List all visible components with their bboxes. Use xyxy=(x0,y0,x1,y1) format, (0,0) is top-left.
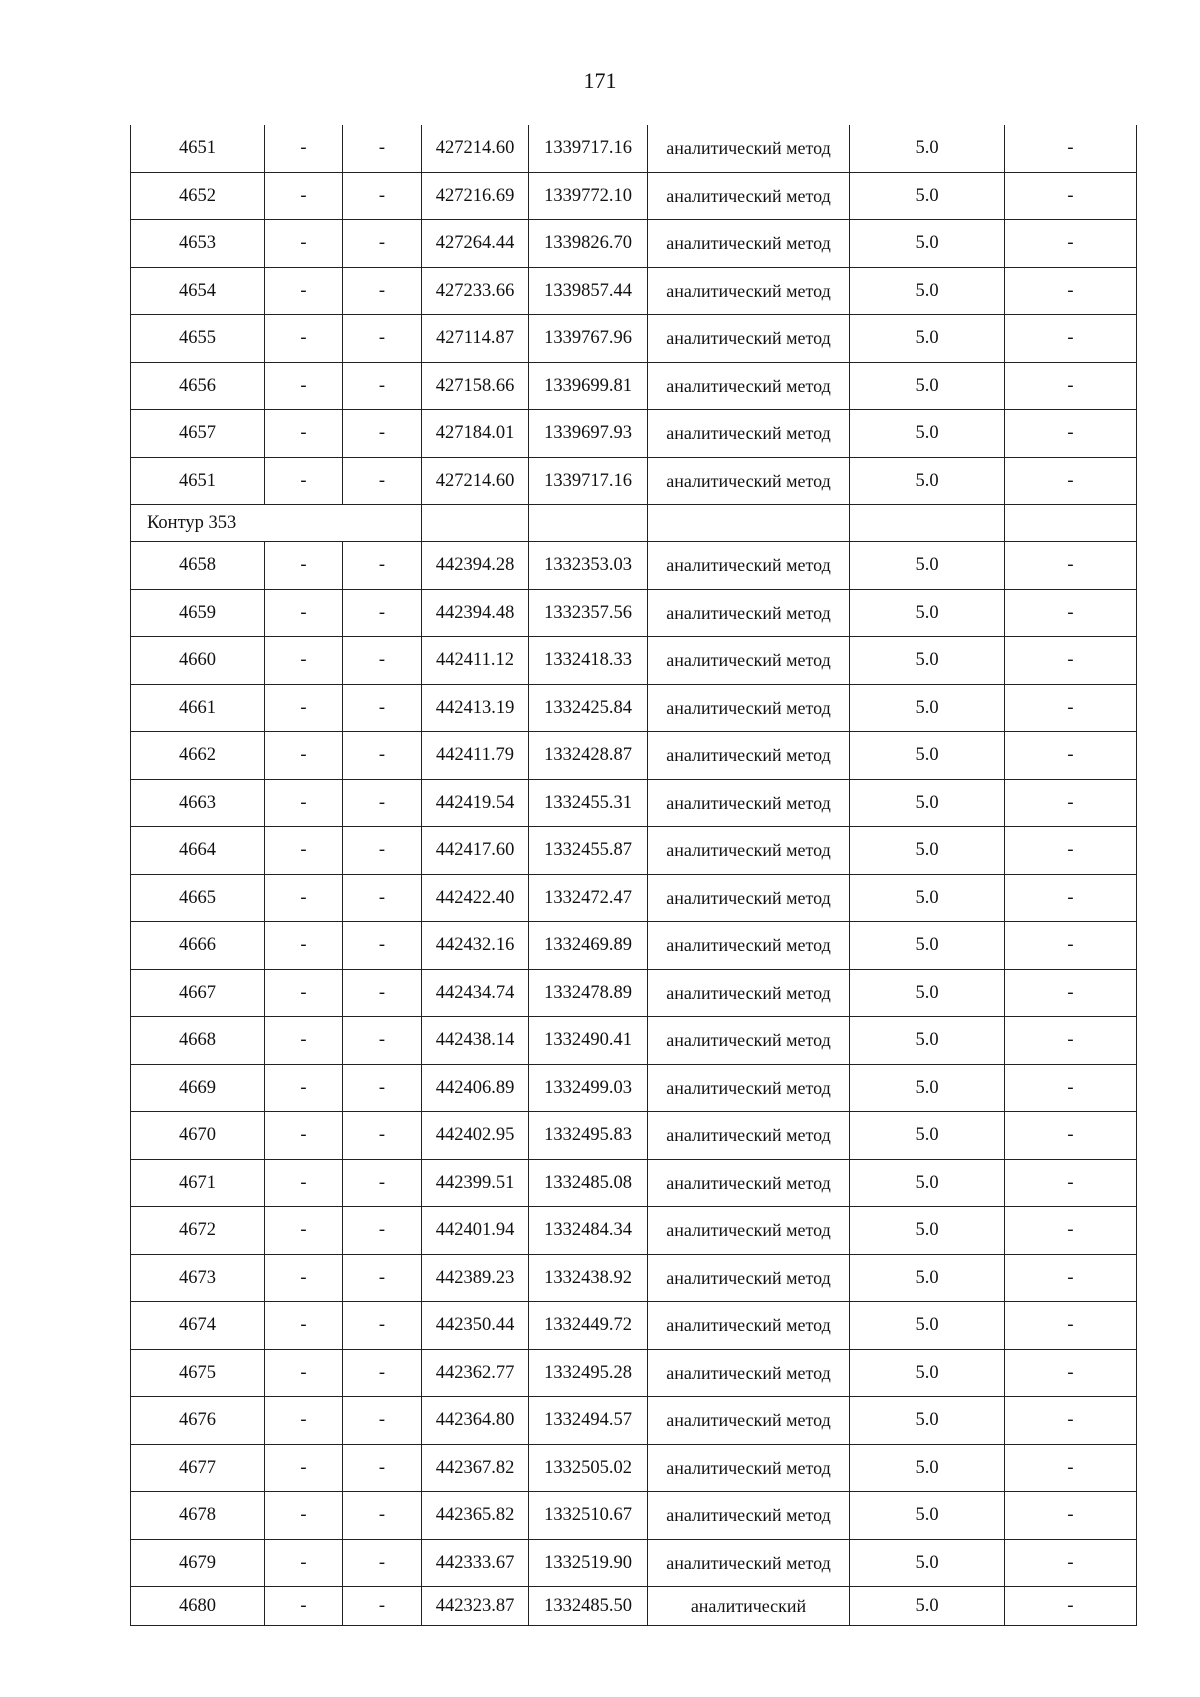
y-coordinate-cell: 1339772.10 xyxy=(529,172,648,220)
dash-cell: - xyxy=(343,410,422,458)
dash-cell: - xyxy=(265,1539,343,1587)
method-cell: аналитический метод xyxy=(648,1539,850,1587)
x-coordinate-cell: 442362.77 xyxy=(422,1349,529,1397)
x-coordinate-cell: 442417.60 xyxy=(422,827,529,875)
accuracy-cell: 5.0 xyxy=(850,589,1005,637)
table-row xyxy=(131,1587,1137,1626)
dash-cell: - xyxy=(343,1492,422,1540)
dash-cell: - xyxy=(265,1207,343,1255)
y-coordinate-cell: 1339717.16 xyxy=(529,457,648,505)
accuracy-cell: 5.0 xyxy=(850,542,1005,590)
dash-cell: - xyxy=(343,125,422,172)
accuracy-cell: 5.0 xyxy=(850,1254,1005,1302)
x-coordinate-cell: 442422.40 xyxy=(422,874,529,922)
x-coordinate-cell: 442333.67 xyxy=(422,1539,529,1587)
method-cell: аналитический метод xyxy=(648,542,850,590)
x-coordinate-cell: 427158.66 xyxy=(422,362,529,410)
point-number-cell: 4673 xyxy=(131,1254,265,1302)
dash-cell: - xyxy=(1005,637,1137,685)
x-coordinate-cell: 442402.95 xyxy=(422,1112,529,1160)
accuracy-cell: 5.0 xyxy=(850,969,1005,1017)
table-row xyxy=(131,315,1137,363)
y-coordinate-cell: 1339767.96 xyxy=(529,315,648,363)
dash-cell: - xyxy=(343,637,422,685)
method-cell: аналитический метод xyxy=(648,1397,850,1445)
method-cell: аналитический метод xyxy=(648,637,850,685)
table-row xyxy=(131,779,1137,827)
dash-cell: - xyxy=(265,542,343,590)
coordinates-table xyxy=(130,125,1137,1626)
dash-cell: - xyxy=(1005,1254,1137,1302)
dash-cell: - xyxy=(265,1159,343,1207)
point-number-cell: 4662 xyxy=(131,732,265,780)
dash-cell: - xyxy=(343,922,422,970)
dash-cell: - xyxy=(343,1112,422,1160)
dash-cell: - xyxy=(343,1444,422,1492)
method-cell: аналитический метод xyxy=(648,1349,850,1397)
x-coordinate-cell: 427114.87 xyxy=(422,315,529,363)
dash-cell: - xyxy=(1005,1587,1137,1626)
dash-cell: - xyxy=(343,1254,422,1302)
dash-cell: - xyxy=(343,457,422,505)
x-coordinate-cell: 427184.01 xyxy=(422,410,529,458)
method-cell: аналитический метод xyxy=(648,1112,850,1160)
accuracy-cell: 5.0 xyxy=(850,457,1005,505)
accuracy-cell: 5.0 xyxy=(850,1539,1005,1587)
dash-cell: - xyxy=(265,1112,343,1160)
x-coordinate-cell: 442364.80 xyxy=(422,1397,529,1445)
point-number-cell: 4667 xyxy=(131,969,265,1017)
x-coordinate-cell: 427264.44 xyxy=(422,220,529,268)
y-coordinate-cell: 1332490.41 xyxy=(529,1017,648,1065)
x-coordinate-cell: 427233.66 xyxy=(422,267,529,315)
accuracy-cell: 5.0 xyxy=(850,1017,1005,1065)
dash-cell: - xyxy=(1005,1349,1137,1397)
y-coordinate-cell: 1332455.87 xyxy=(529,827,648,875)
dash-cell: - xyxy=(265,457,343,505)
dash-cell: - xyxy=(343,267,422,315)
point-number-cell: 4651 xyxy=(131,457,265,505)
x-coordinate-cell: 442350.44 xyxy=(422,1302,529,1350)
y-coordinate-cell: 1339857.44 xyxy=(529,267,648,315)
dash-cell: - xyxy=(343,315,422,363)
x-coordinate-cell: 442438.14 xyxy=(422,1017,529,1065)
dash-cell: - xyxy=(1005,172,1137,220)
point-number-cell: 4669 xyxy=(131,1064,265,1112)
accuracy-cell: 5.0 xyxy=(850,1492,1005,1540)
table-row xyxy=(131,1444,1137,1492)
dash-cell: - xyxy=(265,267,343,315)
dash-cell: - xyxy=(265,684,343,732)
dash-cell: - xyxy=(1005,874,1137,922)
point-number-cell: 4656 xyxy=(131,362,265,410)
dash-cell: - xyxy=(265,732,343,780)
table-row xyxy=(131,220,1137,268)
dash-cell: - xyxy=(1005,1159,1137,1207)
y-coordinate-cell: 1332484.34 xyxy=(529,1207,648,1255)
dash-cell: - xyxy=(265,172,343,220)
table-row xyxy=(131,1397,1137,1445)
point-number-cell: 4657 xyxy=(131,410,265,458)
x-coordinate-cell: 427214.60 xyxy=(422,457,529,505)
table-row xyxy=(131,732,1137,780)
table-row xyxy=(131,1017,1137,1065)
method-cell: аналитический метод xyxy=(648,827,850,875)
point-number-cell: 4658 xyxy=(131,542,265,590)
point-number-cell: 4677 xyxy=(131,1444,265,1492)
y-coordinate-cell: 1332455.31 xyxy=(529,779,648,827)
x-coordinate-cell: 442432.16 xyxy=(422,922,529,970)
y-coordinate-cell: 1332438.92 xyxy=(529,1254,648,1302)
table-row xyxy=(131,1159,1137,1207)
dash-cell: - xyxy=(1005,779,1137,827)
dash-cell: - xyxy=(343,1159,422,1207)
y-coordinate-cell: 1332425.84 xyxy=(529,684,648,732)
point-number-cell: 4652 xyxy=(131,172,265,220)
accuracy-cell: 5.0 xyxy=(850,1587,1005,1626)
dash-cell: - xyxy=(265,1349,343,1397)
dash-cell: - xyxy=(1005,589,1137,637)
dash-cell: - xyxy=(265,1444,343,1492)
dash-cell: - xyxy=(265,779,343,827)
accuracy-cell: 5.0 xyxy=(850,874,1005,922)
y-coordinate-cell: 1332510.67 xyxy=(529,1492,648,1540)
table-row xyxy=(131,969,1137,1017)
y-coordinate-cell: 1332495.28 xyxy=(529,1349,648,1397)
dash-cell: - xyxy=(1005,969,1137,1017)
dash-cell: - xyxy=(1005,1397,1137,1445)
dash-cell: - xyxy=(1005,315,1137,363)
y-coordinate-cell: 1339717.16 xyxy=(529,125,648,172)
dash-cell: - xyxy=(1005,362,1137,410)
dash-cell: - xyxy=(343,779,422,827)
dash-cell: - xyxy=(1005,410,1137,458)
accuracy-cell: 5.0 xyxy=(850,315,1005,363)
accuracy-cell: 5.0 xyxy=(850,410,1005,458)
dash-cell: - xyxy=(265,1064,343,1112)
dash-cell: - xyxy=(343,732,422,780)
table-row xyxy=(131,874,1137,922)
point-number-cell: 4678 xyxy=(131,1492,265,1540)
point-number-cell: 4676 xyxy=(131,1397,265,1445)
dash-cell: - xyxy=(1005,1017,1137,1065)
method-cell: аналитический метод xyxy=(648,684,850,732)
y-coordinate-cell: 1332469.89 xyxy=(529,922,648,970)
x-coordinate-cell: 442434.74 xyxy=(422,969,529,1017)
dash-cell: - xyxy=(343,220,422,268)
dash-cell: - xyxy=(1005,1444,1137,1492)
table-body xyxy=(131,125,1137,1626)
dash-cell: - xyxy=(343,172,422,220)
method-cell: аналитический метод xyxy=(648,410,850,458)
y-coordinate-cell: 1332428.87 xyxy=(529,732,648,780)
method-cell: аналитический метод xyxy=(648,315,850,363)
point-number-cell: 4670 xyxy=(131,1112,265,1160)
table-row xyxy=(131,542,1137,590)
method-cell: аналитический метод xyxy=(648,1064,850,1112)
dash-cell: - xyxy=(1005,267,1137,315)
y-coordinate-cell: 1339697.93 xyxy=(529,410,648,458)
dash-cell: - xyxy=(1005,1064,1137,1112)
method-cell: аналитический метод xyxy=(648,1302,850,1350)
dash-cell: - xyxy=(1005,220,1137,268)
point-number-cell: 4661 xyxy=(131,684,265,732)
accuracy-cell: 5.0 xyxy=(850,125,1005,172)
dash-cell: - xyxy=(1005,827,1137,875)
accuracy-cell: 5.0 xyxy=(850,684,1005,732)
accuracy-cell: 5.0 xyxy=(850,1207,1005,1255)
dash-cell: - xyxy=(1005,732,1137,780)
method-cell: аналитический метод xyxy=(648,1444,850,1492)
dash-cell: - xyxy=(1005,457,1137,505)
method-cell: аналитический метод xyxy=(648,1492,850,1540)
dash-cell: - xyxy=(1005,1207,1137,1255)
empty-cell xyxy=(529,505,648,542)
dash-cell: - xyxy=(1005,684,1137,732)
accuracy-cell: 5.0 xyxy=(850,1397,1005,1445)
x-coordinate-cell: 442389.23 xyxy=(422,1254,529,1302)
table-row xyxy=(131,827,1137,875)
x-coordinate-cell: 442411.79 xyxy=(422,732,529,780)
y-coordinate-cell: 1332495.83 xyxy=(529,1112,648,1160)
accuracy-cell: 5.0 xyxy=(850,922,1005,970)
point-number-cell: 4659 xyxy=(131,589,265,637)
y-coordinate-cell: 1332353.03 xyxy=(529,542,648,590)
method-cell: аналитический xyxy=(648,1587,850,1626)
dash-cell: - xyxy=(265,969,343,1017)
x-coordinate-cell: 442399.51 xyxy=(422,1159,529,1207)
point-number-cell: 4664 xyxy=(131,827,265,875)
y-coordinate-cell: 1332418.33 xyxy=(529,637,648,685)
table-row xyxy=(131,922,1137,970)
y-coordinate-cell: 1332499.03 xyxy=(529,1064,648,1112)
y-coordinate-cell: 1332357.56 xyxy=(529,589,648,637)
dash-cell: - xyxy=(343,1207,422,1255)
dash-cell: - xyxy=(265,410,343,458)
dash-cell: - xyxy=(265,637,343,685)
y-coordinate-cell: 1332449.72 xyxy=(529,1302,648,1350)
x-coordinate-cell: 442365.82 xyxy=(422,1492,529,1540)
empty-cell xyxy=(1005,505,1137,542)
dash-cell: - xyxy=(343,1349,422,1397)
dash-cell: - xyxy=(265,315,343,363)
y-coordinate-cell: 1332519.90 xyxy=(529,1539,648,1587)
dash-cell: - xyxy=(265,1587,343,1626)
method-cell: аналитический метод xyxy=(648,732,850,780)
page-number: 171 xyxy=(583,68,617,93)
method-cell: аналитический метод xyxy=(648,362,850,410)
accuracy-cell: 5.0 xyxy=(850,732,1005,780)
accuracy-cell: 5.0 xyxy=(850,267,1005,315)
table-row xyxy=(131,125,1137,172)
method-cell: аналитический метод xyxy=(648,267,850,315)
y-coordinate-cell: 1332485.08 xyxy=(529,1159,648,1207)
point-number-cell: 4666 xyxy=(131,922,265,970)
dash-cell: - xyxy=(343,1017,422,1065)
dash-cell: - xyxy=(1005,1112,1137,1160)
x-coordinate-cell: 442394.48 xyxy=(422,589,529,637)
dash-cell: - xyxy=(1005,1539,1137,1587)
dash-cell: - xyxy=(1005,922,1137,970)
accuracy-cell: 5.0 xyxy=(850,827,1005,875)
dash-cell: - xyxy=(265,1017,343,1065)
method-cell: аналитический метод xyxy=(648,1207,850,1255)
dash-cell: - xyxy=(343,969,422,1017)
dash-cell: - xyxy=(343,684,422,732)
dash-cell: - xyxy=(265,1302,343,1350)
empty-cell xyxy=(648,505,850,542)
method-cell: аналитический метод xyxy=(648,172,850,220)
dash-cell: - xyxy=(265,1254,343,1302)
dash-cell: - xyxy=(343,827,422,875)
accuracy-cell: 5.0 xyxy=(850,172,1005,220)
method-cell: аналитический метод xyxy=(648,779,850,827)
table-row xyxy=(131,589,1137,637)
method-cell: аналитический метод xyxy=(648,1254,850,1302)
y-coordinate-cell: 1332472.47 xyxy=(529,874,648,922)
dash-cell: - xyxy=(343,1064,422,1112)
dash-cell: - xyxy=(343,1397,422,1445)
point-number-cell: 4671 xyxy=(131,1159,265,1207)
method-cell: аналитический метод xyxy=(648,457,850,505)
point-number-cell: 4653 xyxy=(131,220,265,268)
table-row xyxy=(131,1492,1137,1540)
point-number-cell: 4665 xyxy=(131,874,265,922)
method-cell: аналитический метод xyxy=(648,1017,850,1065)
x-coordinate-cell: 442401.94 xyxy=(422,1207,529,1255)
point-number-cell: 4680 xyxy=(131,1587,265,1626)
dash-cell: - xyxy=(265,1492,343,1540)
accuracy-cell: 5.0 xyxy=(850,1444,1005,1492)
dash-cell: - xyxy=(1005,1492,1137,1540)
method-cell: аналитический метод xyxy=(648,220,850,268)
table-row xyxy=(131,637,1137,685)
point-number-cell: 4660 xyxy=(131,637,265,685)
x-coordinate-cell: 442367.82 xyxy=(422,1444,529,1492)
dash-cell: - xyxy=(343,542,422,590)
accuracy-cell: 5.0 xyxy=(850,1302,1005,1350)
x-coordinate-cell: 442419.54 xyxy=(422,779,529,827)
table-row xyxy=(131,362,1137,410)
table-row xyxy=(131,172,1137,220)
point-number-cell: 4668 xyxy=(131,1017,265,1065)
point-number-cell: 4651 xyxy=(131,125,265,172)
x-coordinate-cell: 442413.19 xyxy=(422,684,529,732)
x-coordinate-cell: 442323.87 xyxy=(422,1587,529,1626)
method-cell: аналитический метод xyxy=(648,922,850,970)
dash-cell: - xyxy=(265,827,343,875)
method-cell: аналитический метод xyxy=(648,1159,850,1207)
dash-cell: - xyxy=(1005,125,1137,172)
accuracy-cell: 5.0 xyxy=(850,1112,1005,1160)
table-row xyxy=(131,1112,1137,1160)
point-number-cell: 4675 xyxy=(131,1349,265,1397)
method-cell: аналитический метод xyxy=(648,125,850,172)
y-coordinate-cell: 1332505.02 xyxy=(529,1444,648,1492)
x-coordinate-cell: 427214.60 xyxy=(422,125,529,172)
point-number-cell: 4655 xyxy=(131,315,265,363)
dash-cell: - xyxy=(265,362,343,410)
y-coordinate-cell: 1332494.57 xyxy=(529,1397,648,1445)
dash-cell: - xyxy=(1005,1302,1137,1350)
accuracy-cell: 5.0 xyxy=(850,220,1005,268)
empty-cell xyxy=(850,505,1005,542)
table-row xyxy=(131,1064,1137,1112)
method-cell: аналитический метод xyxy=(648,969,850,1017)
point-number-cell: 4654 xyxy=(131,267,265,315)
table-row xyxy=(131,267,1137,315)
contour-header-row xyxy=(131,505,1137,542)
dash-cell: - xyxy=(265,125,343,172)
dash-cell: - xyxy=(1005,542,1137,590)
table-row xyxy=(131,457,1137,505)
table-row xyxy=(131,410,1137,458)
contour-label: Контур 353 xyxy=(131,505,422,542)
table-row xyxy=(131,1539,1137,1587)
dash-cell: - xyxy=(265,589,343,637)
dash-cell: - xyxy=(265,922,343,970)
dash-cell: - xyxy=(343,1539,422,1587)
point-number-cell: 4674 xyxy=(131,1302,265,1350)
y-coordinate-cell: 1332478.89 xyxy=(529,969,648,1017)
empty-cell xyxy=(422,505,529,542)
accuracy-cell: 5.0 xyxy=(850,362,1005,410)
x-coordinate-cell: 442394.28 xyxy=(422,542,529,590)
dash-cell: - xyxy=(265,874,343,922)
table-row xyxy=(131,1302,1137,1350)
method-cell: аналитический метод xyxy=(648,589,850,637)
y-coordinate-cell: 1339699.81 xyxy=(529,362,648,410)
accuracy-cell: 5.0 xyxy=(850,1349,1005,1397)
dash-cell: - xyxy=(343,589,422,637)
x-coordinate-cell: 442411.12 xyxy=(422,637,529,685)
dash-cell: - xyxy=(343,874,422,922)
dash-cell: - xyxy=(343,362,422,410)
accuracy-cell: 5.0 xyxy=(850,1064,1005,1112)
table-row xyxy=(131,1349,1137,1397)
dash-cell: - xyxy=(265,220,343,268)
dash-cell: - xyxy=(343,1587,422,1626)
accuracy-cell: 5.0 xyxy=(850,1159,1005,1207)
dash-cell: - xyxy=(343,1302,422,1350)
point-number-cell: 4672 xyxy=(131,1207,265,1255)
point-number-cell: 4679 xyxy=(131,1539,265,1587)
table-row xyxy=(131,1207,1137,1255)
table-row xyxy=(131,1254,1137,1302)
y-coordinate-cell: 1332485.50 xyxy=(529,1587,648,1626)
x-coordinate-cell: 427216.69 xyxy=(422,172,529,220)
point-number-cell: 4663 xyxy=(131,779,265,827)
y-coordinate-cell: 1339826.70 xyxy=(529,220,648,268)
dash-cell: - xyxy=(265,1397,343,1445)
method-cell: аналитический метод xyxy=(648,874,850,922)
accuracy-cell: 5.0 xyxy=(850,779,1005,827)
x-coordinate-cell: 442406.89 xyxy=(422,1064,529,1112)
table-row xyxy=(131,684,1137,732)
accuracy-cell: 5.0 xyxy=(850,637,1005,685)
